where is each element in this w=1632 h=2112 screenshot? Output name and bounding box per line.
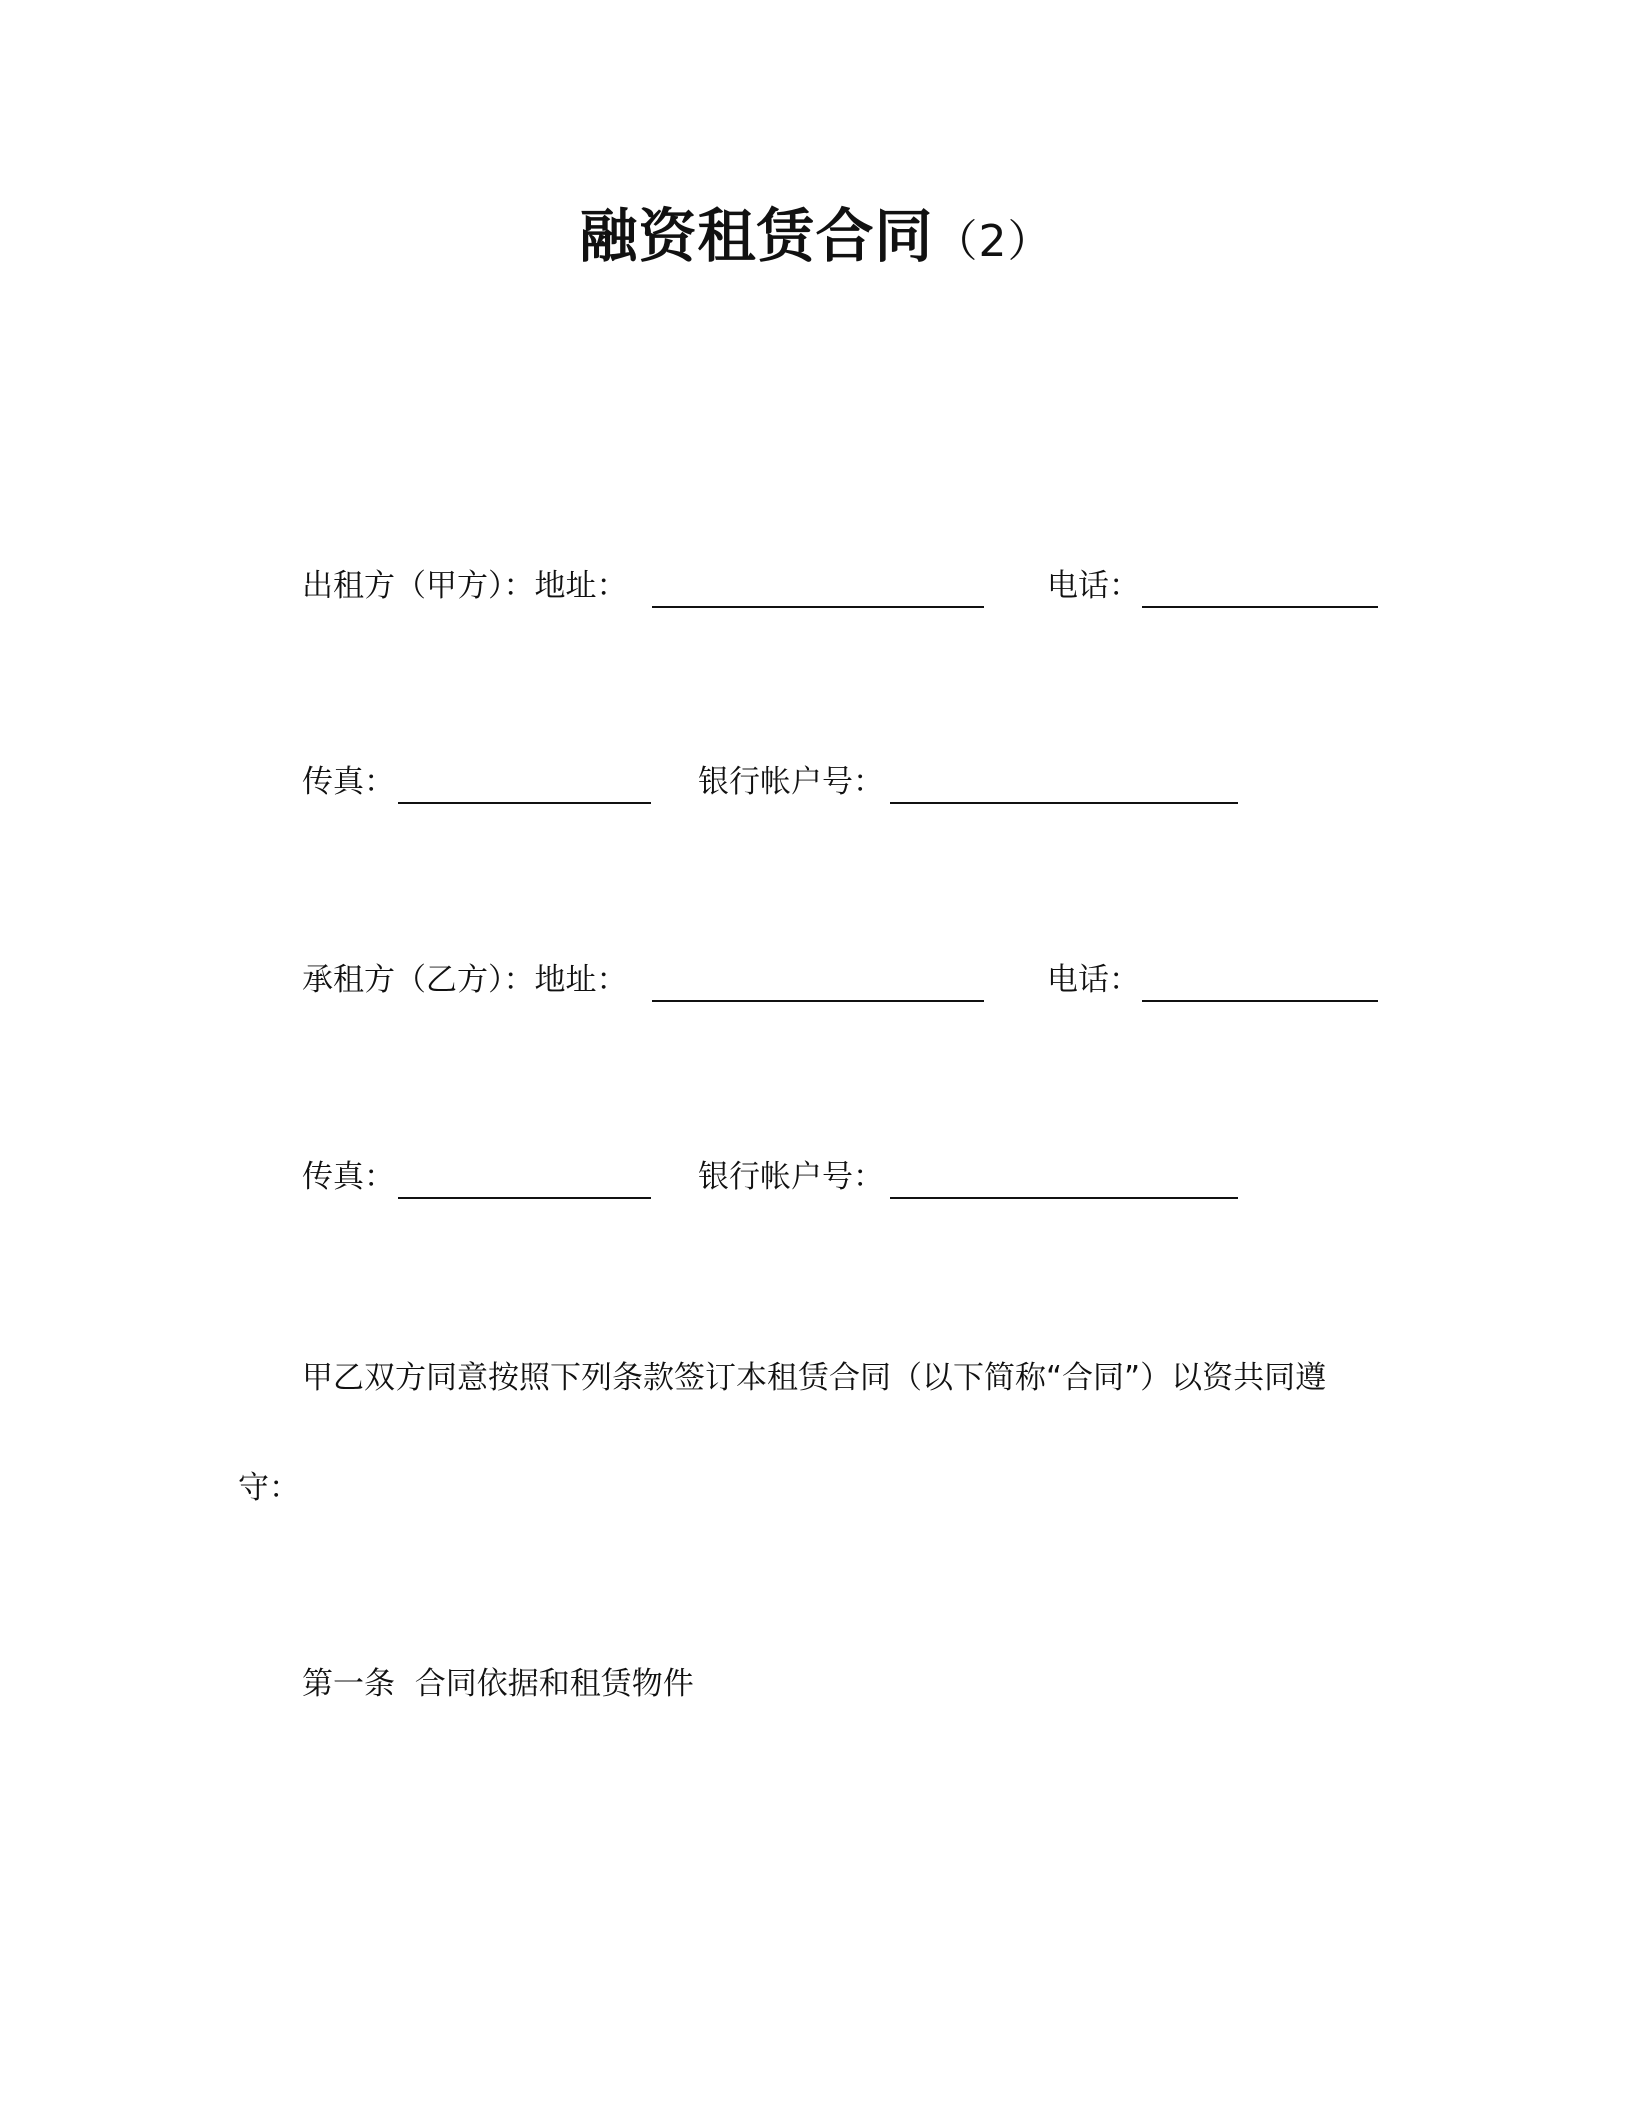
lessor-fax-blank[interactable] [398, 802, 651, 804]
lessee-bank-blank[interactable] [890, 1197, 1238, 1199]
title-suffix: （2） [933, 216, 1053, 267]
lessee-phone-blank[interactable] [1142, 1000, 1378, 1002]
lessee-fax-blank[interactable] [398, 1197, 651, 1199]
lessee-address-label: 承租方（乙方）：地址： [302, 962, 628, 998]
lessor-bank-blank[interactable] [890, 802, 1238, 804]
lessee-address-blank[interactable] [652, 1000, 984, 1002]
lessor-fax-label: 传真： [302, 764, 395, 800]
lessor-address-blank[interactable] [652, 606, 984, 608]
lessee-phone-label: 电话： [1047, 962, 1140, 998]
lessor-address-label: 出租方（甲方）：地址： [302, 568, 628, 604]
lessor-phone-blank[interactable] [1142, 606, 1378, 608]
intro-paragraph-line2: 守： [238, 1470, 300, 1506]
title-text: 融资租赁合同 [579, 202, 934, 270]
lessor-bank-label: 银行帐户号： [698, 764, 884, 800]
lessor-phone-label: 电话： [1047, 568, 1140, 604]
page-title [0, 196, 1632, 282]
intro-paragraph-line1: 甲乙双方同意按照下列条款签订本租赁合同（以下简称“合同”）以资共同遵 [302, 1360, 1327, 1396]
article1-heading: 第一条 合同依据和租赁物件 [302, 1666, 694, 1702]
lessee-fax-label: 传真： [302, 1159, 395, 1195]
lessee-bank-label: 银行帐户号： [698, 1159, 884, 1195]
